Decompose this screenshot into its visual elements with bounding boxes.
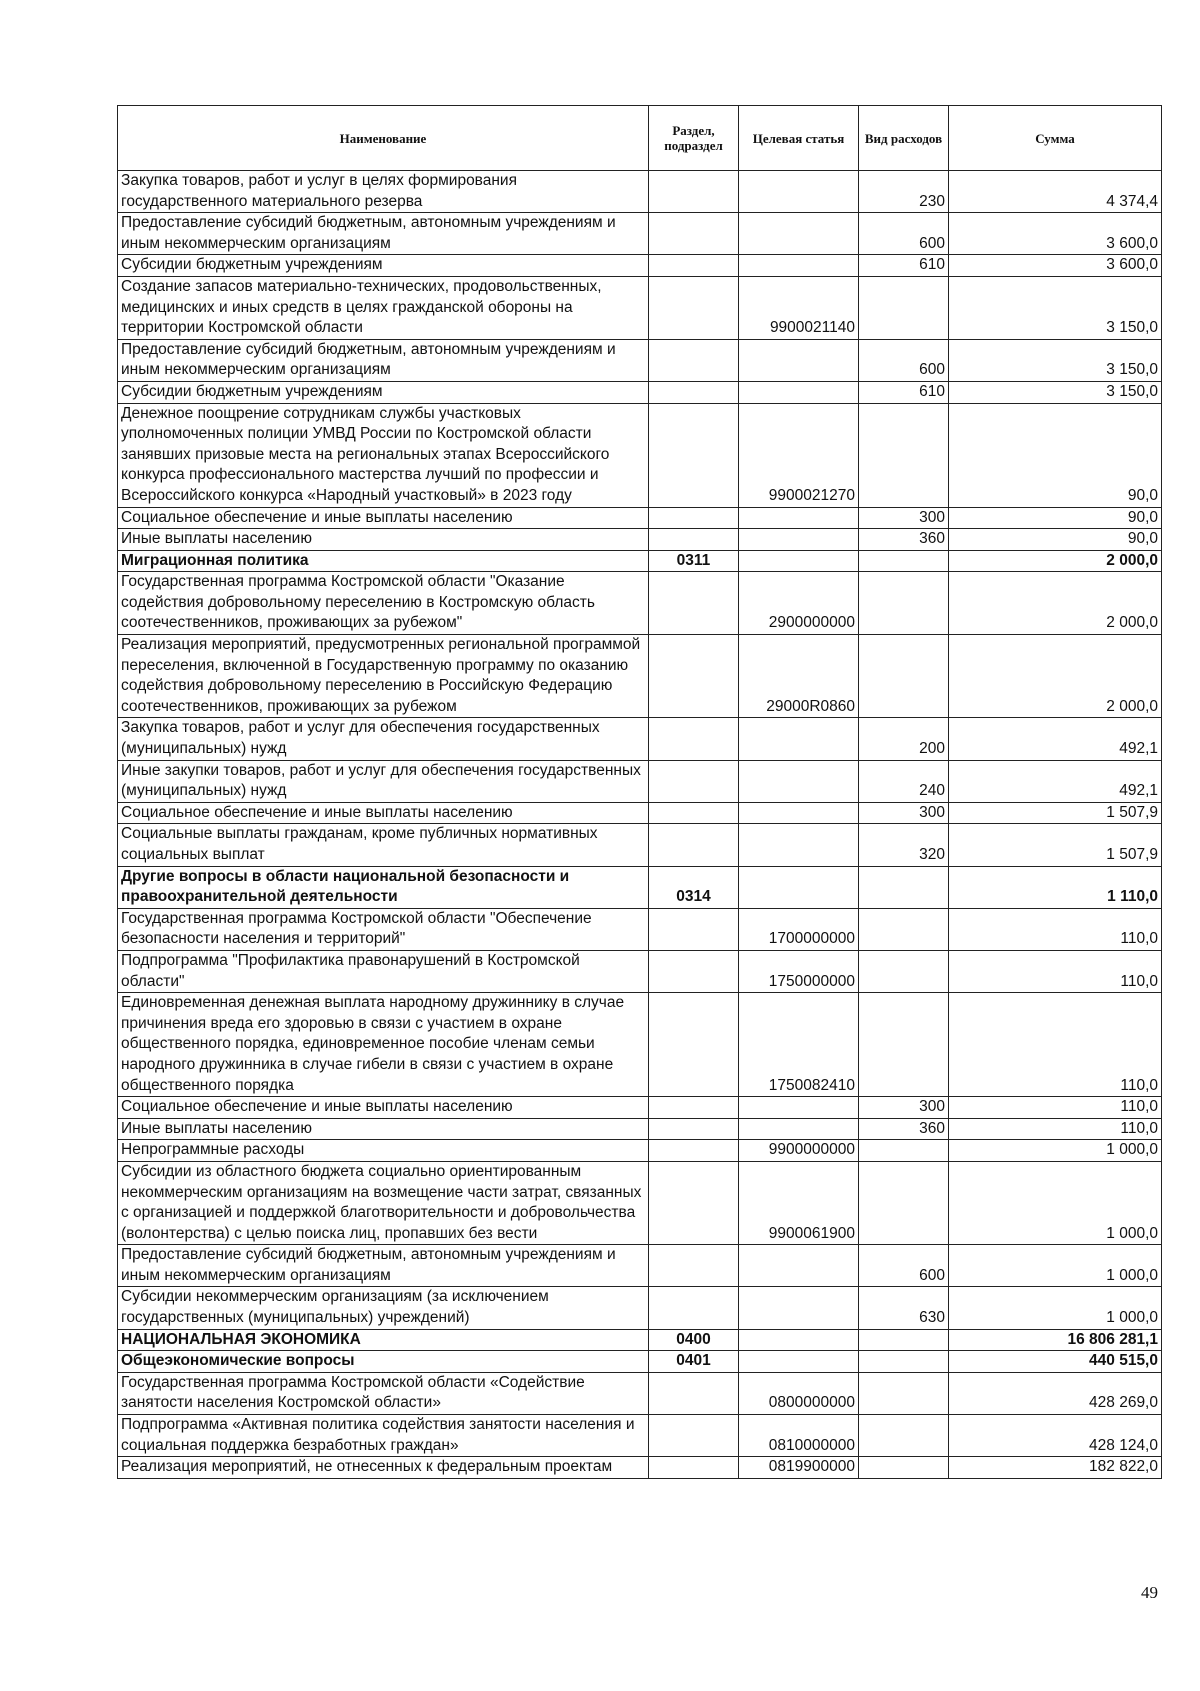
cell-kind: 230 [859,171,949,213]
cell-target: 1750000000 [739,950,859,992]
header-name: Наименование [118,106,649,171]
cell-kind: 600 [859,213,949,255]
cell-section [649,572,739,635]
cell-name: Подпрограмма "Профилактика правонарушений в Костромской области" [118,950,649,992]
cell-amount: 1 000,0 [949,1287,1162,1329]
cell-section [649,507,739,529]
cell-section [649,213,739,255]
cell-section [649,950,739,992]
cell-target [739,824,859,866]
table-row [118,760,1162,802]
cell-amount: 16 806 281,1 [949,1329,1162,1351]
cell-kind [859,1415,949,1457]
cell-target [739,507,859,529]
cell-name: Закупка товаров, работ и услуг для обеспечения государственных (муниципальных) нужд [118,718,649,760]
cell-kind: 610 [859,381,949,403]
cell-name: Денежное поощрение сотрудникам службы участковых уполномоченных полиции УМВД России по Костромской области занявших призовые места на региональных этапах Всероссийского конкурса профессионального мастерства лучший по профессии и Всероссийского конкурса «Народный участковый» в 2023 году [118,403,649,507]
cell-name: Создание запасов материально-технических, продовольственных, медицинских и иных средств в целях гражданской обороны на территории Костромской области [118,276,649,339]
cell-name: Иные выплаты населению [118,1118,649,1140]
cell-section [649,718,739,760]
cell-section [649,908,739,950]
table-row [118,1140,1162,1162]
cell-name: Общеэкономические вопросы [118,1351,649,1373]
cell-amount: 428 269,0 [949,1372,1162,1414]
table-row [118,1329,1162,1351]
cell-name: Миграционная политика [118,550,649,572]
cell-kind [859,403,949,507]
cell-kind: 630 [859,1287,949,1329]
cell-amount: 440 515,0 [949,1351,1162,1373]
cell-target [739,529,859,551]
cell-amount: 182 822,0 [949,1457,1162,1479]
cell-target [739,1245,859,1287]
cell-section [649,529,739,551]
cell-amount: 3 150,0 [949,381,1162,403]
cell-amount: 2 000,0 [949,572,1162,635]
cell-target [739,802,859,824]
cell-name: Государственная программа Костромской области "Обеспечение безопасности населения и территорий" [118,908,649,950]
table-row [118,993,1162,1097]
cell-target [739,1118,859,1140]
cell-target [739,255,859,277]
cell-target: 1750082410 [739,993,859,1097]
table-row [118,403,1162,507]
cell-target [739,171,859,213]
cell-amount: 110,0 [949,950,1162,992]
cell-section [649,403,739,507]
cell-kind: 240 [859,760,949,802]
table-row [118,572,1162,635]
table-row [118,1287,1162,1329]
page-number: 49 [1141,1583,1158,1602]
cell-kind: 300 [859,507,949,529]
cell-name: Предоставление субсидий бюджетным, автономным учреждениям и иным некоммерческим организациям [118,1245,649,1287]
cell-target [739,1097,859,1119]
cell-amount: 1 000,0 [949,1140,1162,1162]
cell-name: Иные закупки товаров, работ и услуг для обеспечения государственных (муниципальных) нужд [118,760,649,802]
table-row [118,1372,1162,1414]
cell-name: Государственная программа Костромской области «Содействие занятости населения Костромской области» [118,1372,649,1414]
cell-section [649,339,739,381]
cell-amount: 110,0 [949,1097,1162,1119]
cell-kind [859,276,949,339]
cell-kind: 200 [859,718,949,760]
cell-section [649,802,739,824]
cell-target: 2900000000 [739,572,859,635]
cell-target [739,1351,859,1373]
cell-target [739,381,859,403]
cell-target [739,339,859,381]
cell-amount: 90,0 [949,529,1162,551]
cell-section [649,635,739,718]
cell-section [649,1161,739,1244]
cell-amount: 3 600,0 [949,255,1162,277]
table-row [118,1415,1162,1457]
cell-name: НАЦИОНАЛЬНАЯ ЭКОНОМИКА [118,1329,649,1351]
table-row [118,1245,1162,1287]
cell-amount: 1 507,9 [949,824,1162,866]
header-kind: Вид расходов [859,106,949,171]
cell-name: Единовременная денежная выплата народному дружиннику в случае причинения вреда его здоровью в связи с участием в охране общественного порядка, единовременное пособие членам семьи народного дружинника в случае гибели в связи с участием в охране общественного порядка [118,993,649,1097]
table-row [118,381,1162,403]
cell-name: Реализация мероприятий, предусмотренных региональной программой переселения, включенной в Государственную программу по оказанию содействия добровольному переселению в Российскую Федерацию соотечественников, проживающих за рубежом [118,635,649,718]
cell-target: 0800000000 [739,1372,859,1414]
cell-target: 9900021270 [739,403,859,507]
table-row [118,550,1162,572]
cell-target: 9900021140 [739,276,859,339]
cell-section: 0314 [649,866,739,908]
cell-name: Субсидии бюджетным учреждениям [118,255,649,277]
cell-name: Другие вопросы в области национальной безопасности и правоохранительной деятельности [118,866,649,908]
cell-kind [859,866,949,908]
cell-target [739,213,859,255]
table-body [118,171,1162,1479]
table-row [118,1118,1162,1140]
cell-name: Непрограммные расходы [118,1140,649,1162]
cell-kind [859,572,949,635]
cell-section [649,1118,739,1140]
cell-target [739,866,859,908]
table-row [118,718,1162,760]
cell-kind: 360 [859,529,949,551]
table-row [118,213,1162,255]
cell-kind [859,993,949,1097]
cell-kind: 360 [859,1118,949,1140]
cell-section [649,1140,739,1162]
cell-amount: 492,1 [949,718,1162,760]
header-target: Целевая статья [739,106,859,171]
cell-amount: 1 000,0 [949,1245,1162,1287]
cell-kind: 300 [859,1097,949,1119]
cell-amount: 1 110,0 [949,866,1162,908]
cell-section: 0400 [649,1329,739,1351]
table-row [118,950,1162,992]
cell-section: 0401 [649,1351,739,1373]
cell-name: Субсидии бюджетным учреждениям [118,381,649,403]
cell-target: 9900000000 [739,1140,859,1162]
table-row [118,507,1162,529]
table-row [118,866,1162,908]
cell-name: Предоставление субсидий бюджетным, автономным учреждениям и иным некоммерческим организациям [118,213,649,255]
cell-target [739,1287,859,1329]
table-row [118,1161,1162,1244]
cell-amount: 3 600,0 [949,213,1162,255]
cell-section [649,760,739,802]
table-row [118,276,1162,339]
header-amount: Сумма [949,106,1162,171]
cell-section [649,171,739,213]
cell-name: Закупка товаров, работ и услуг в целях формирования государственного материального резерва [118,171,649,213]
table-row [118,1351,1162,1373]
cell-kind: 600 [859,339,949,381]
cell-kind [859,1161,949,1244]
cell-name: Субсидии из областного бюджета социально ориентированным некоммерческим организациям на возмещение части затрат, связанных с организацией и поддержкой благотворительности и добровольчества (волонтерства) с целью поиска лиц, пропавших без вести [118,1161,649,1244]
cell-kind [859,1457,949,1479]
cell-target: 1700000000 [739,908,859,950]
cell-kind: 300 [859,802,949,824]
cell-kind [859,908,949,950]
cell-amount: 4 374,4 [949,171,1162,213]
cell-section [649,824,739,866]
cell-target [739,550,859,572]
cell-target: 0819900000 [739,1457,859,1479]
cell-kind: 600 [859,1245,949,1287]
cell-kind [859,950,949,992]
cell-target [739,1329,859,1351]
cell-section [649,1415,739,1457]
cell-kind: 610 [859,255,949,277]
table-row [118,171,1162,213]
cell-section: 0311 [649,550,739,572]
cell-amount: 110,0 [949,908,1162,950]
table-header-row [118,106,1162,171]
table-row [118,339,1162,381]
cell-amount: 90,0 [949,507,1162,529]
cell-section [649,381,739,403]
cell-name: Социальное обеспечение и иные выплаты населению [118,1097,649,1119]
cell-kind [859,1329,949,1351]
cell-name: Субсидии некоммерческим организациям (за исключением государственных (муниципальных) учреждений) [118,1287,649,1329]
budget-table [117,105,1162,1479]
table-row [118,1097,1162,1119]
cell-kind [859,1372,949,1414]
cell-section [649,1457,739,1479]
cell-amount: 1 507,9 [949,802,1162,824]
cell-name: Социальные выплаты гражданам, кроме публичных нормативных социальных выплат [118,824,649,866]
cell-name: Подпрограмма «Активная политика содействия занятости населения и социальная поддержка безработных граждан» [118,1415,649,1457]
cell-kind [859,1140,949,1162]
cell-amount: 1 000,0 [949,1161,1162,1244]
cell-amount: 3 150,0 [949,339,1162,381]
cell-amount: 2 000,0 [949,635,1162,718]
cell-kind [859,635,949,718]
table-row [118,1457,1162,1479]
cell-section [649,1287,739,1329]
cell-name: Социальное обеспечение и иные выплаты населению [118,802,649,824]
header-section: Раздел, подраздел [649,106,739,171]
cell-section [649,255,739,277]
cell-target: 0810000000 [739,1415,859,1457]
table-row [118,529,1162,551]
cell-amount: 110,0 [949,1118,1162,1140]
cell-target: 9900061900 [739,1161,859,1244]
cell-name: Предоставление субсидий бюджетным, автономным учреждениям и иным некоммерческим организациям [118,339,649,381]
cell-amount: 90,0 [949,403,1162,507]
cell-target [739,760,859,802]
table-row [118,635,1162,718]
cell-kind [859,1351,949,1373]
cell-amount: 428 124,0 [949,1415,1162,1457]
cell-kind: 320 [859,824,949,866]
cell-section [649,276,739,339]
cell-name: Иные выплаты населению [118,529,649,551]
cell-section [649,993,739,1097]
cell-name: Социальное обеспечение и иные выплаты населению [118,507,649,529]
cell-target [739,718,859,760]
cell-section [649,1372,739,1414]
table-row [118,908,1162,950]
cell-section [649,1245,739,1287]
cell-amount: 2 000,0 [949,550,1162,572]
table-row [118,824,1162,866]
cell-amount: 110,0 [949,993,1162,1097]
table-row [118,802,1162,824]
cell-amount: 492,1 [949,760,1162,802]
cell-name: Государственная программа Костромской области "Оказание содействия добровольному переселению в Костромскую область соотечественников, проживающих за рубежом" [118,572,649,635]
cell-name: Реализация мероприятий, не отнесенных к федеральным проектам [118,1457,649,1479]
cell-amount: 3 150,0 [949,276,1162,339]
cell-section [649,1097,739,1119]
table-row [118,255,1162,277]
cell-kind [859,550,949,572]
cell-target: 29000R0860 [739,635,859,718]
